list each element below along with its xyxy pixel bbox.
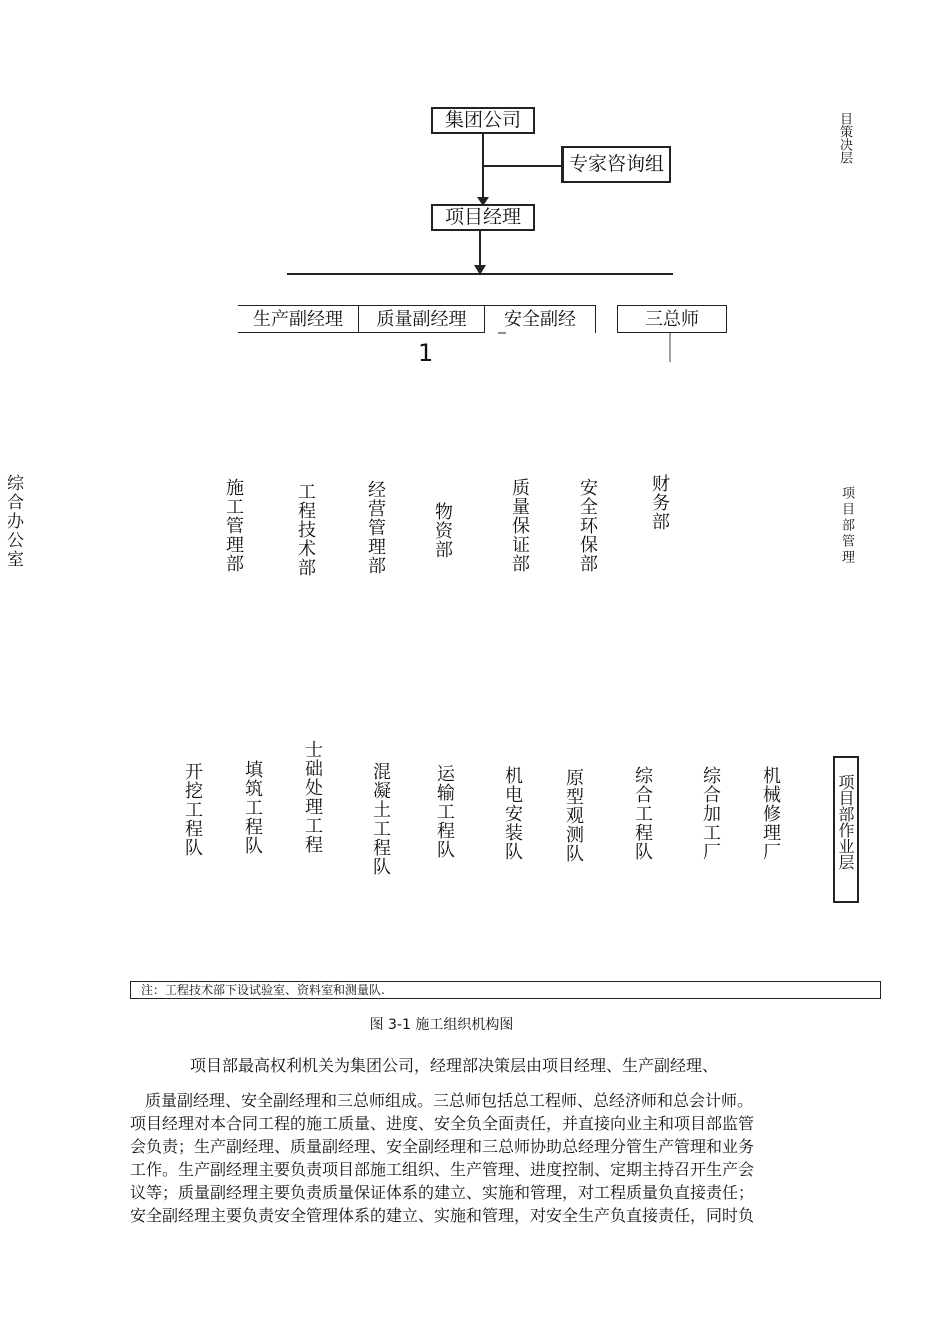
work-layer-box <box>833 756 859 903</box>
team-foundation: 士础处理工程 <box>302 740 323 854</box>
dept-materials: 物资部 <box>432 502 453 559</box>
team-concrete: 混凝土工程队 <box>370 762 391 876</box>
paragraph-line-3: 项目经理对本合同工程的施工质量、进度、安全负全面责任，并直接向业主和项目部监管 <box>130 1114 755 1133</box>
deputy-safety: 安全副经 <box>485 305 596 333</box>
paragraph-line-2: 质量副经理、安全副经理和三总师组成。三总师包括总工程师、总经济师和总会计师。 <box>145 1091 754 1110</box>
paragraph-line-6: 议等；质量副经理主要负责质量保证体系的建立、实施和管理，对工程质量负直接责任； <box>130 1183 755 1202</box>
dept-engineering-technology: 工程技术部 <box>295 482 316 577</box>
stray-mark: 1 <box>418 339 434 367</box>
factory-processing: 综合加工厂 <box>700 766 721 861</box>
expert-group-box: 专家咨询组 <box>562 146 671 183</box>
paragraph-line-4: 会负责；生产副经理、质量副经理、安全副经理和三总师协助总经理分管生产管理和业务 <box>130 1137 755 1156</box>
team-prototype-observation: 原型观测队 <box>563 768 584 863</box>
factory-machinery-repair: 机械修理厂 <box>760 766 781 861</box>
group-company-box: 集团公司 <box>431 107 535 134</box>
management-layer-label: 项目部管理 <box>839 486 854 566</box>
office-label: 综合办公室 <box>3 474 23 569</box>
team-electromechanical: 机电安装队 <box>502 766 523 861</box>
project-manager-box: 项目经理 <box>431 204 535 231</box>
dept-business-management: 经营管理部 <box>365 480 386 575</box>
dept-safety-environment: 安全环保部 <box>577 478 598 573</box>
dept-finance: 财务部 <box>649 474 670 531</box>
paragraph-line-7: 安全副经理主要负责安全管理体系的建立、实施和管理，对安全生产负直接责任，同时负 <box>130 1206 755 1225</box>
deputy-production: 生产副经理 <box>238 305 359 333</box>
deputy-quality: 质量副经理 <box>359 305 485 333</box>
three-chiefs: 三总师 <box>617 305 727 333</box>
team-transport: 运输工程队 <box>434 764 455 859</box>
paragraph-line-5: 工作。生产副经理主要负责项目部施工组织、生产管理、进度控制、定期主持召开生产会 <box>130 1160 755 1179</box>
org-chart-connectors <box>0 0 950 400</box>
work-layer-label: 项目部作业层 <box>836 774 855 870</box>
team-excavation: 开挖工程队 <box>182 762 203 857</box>
figure-caption: 图 3-1 施工组织机构图 <box>369 1017 514 1033</box>
team-filling: 填筑工程队 <box>242 760 263 855</box>
team-comprehensive: 综合工程队 <box>632 766 653 861</box>
dept-construction-management: 施工管理部 <box>223 478 244 573</box>
chart-note: 注：工程技术部下设试验室、资料室和测量队. <box>130 981 881 999</box>
decision-layer-label: 目策决层 <box>837 112 852 164</box>
paragraph-line-1: 项目部最高权利机关为集团公司，经理部决策层由项目经理、生产副经理、 <box>190 1056 719 1075</box>
dept-quality-assurance: 质量保证部 <box>509 478 530 573</box>
